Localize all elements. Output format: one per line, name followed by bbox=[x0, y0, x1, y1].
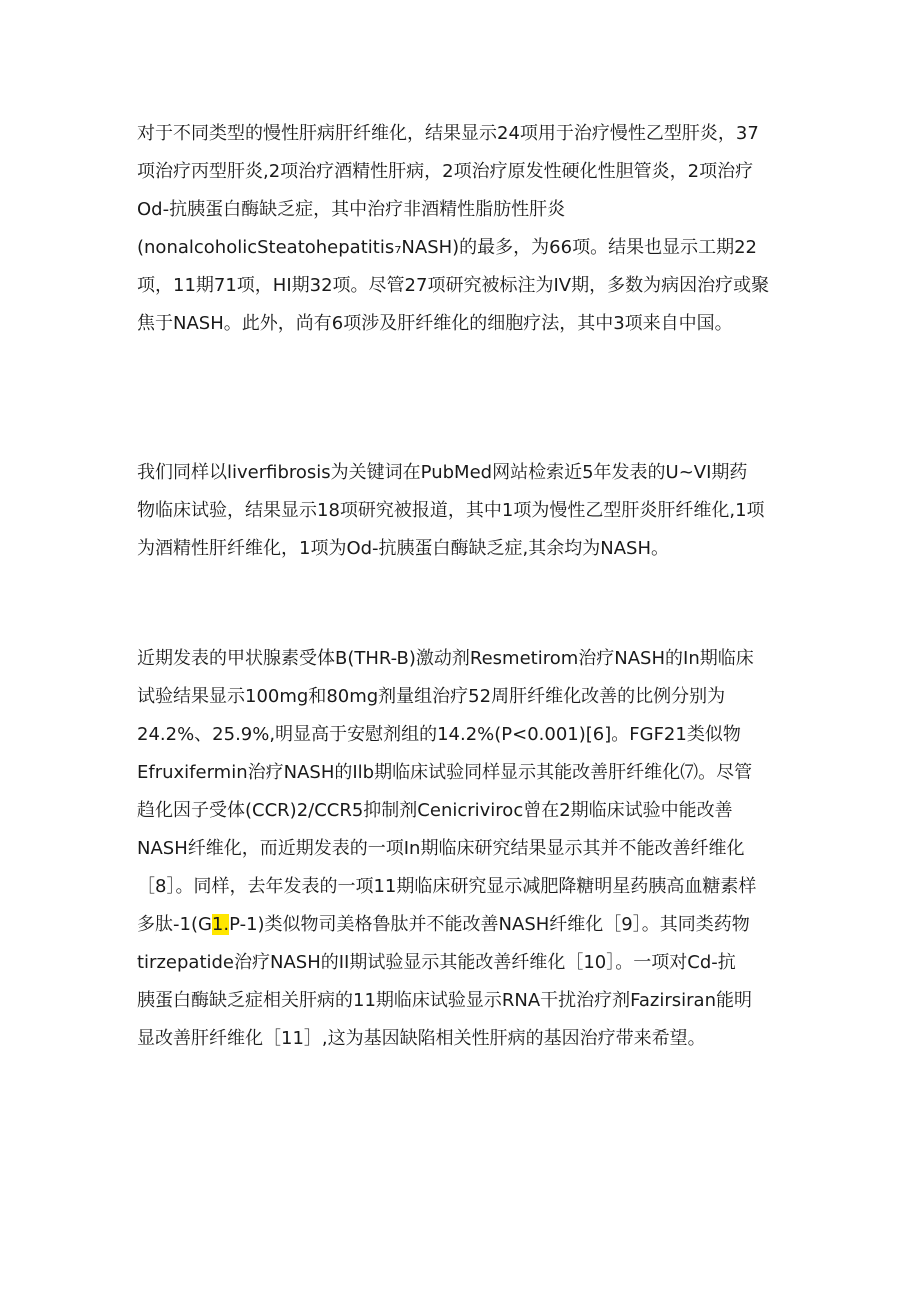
text-line: 显改善肝纤维化［11］,这为基因缺陷相关性肝病的基因治疗带来希望。 bbox=[137, 1028, 706, 1049]
highlighted-text: 1. bbox=[211, 914, 230, 935]
text-line: 试验结果显示100mg和80mg剂量组治疗52周肝纤维化改善的比例分别为 bbox=[137, 686, 726, 707]
text-line: NASH纤维化，而近期发表的一项In期临床研究结果显示其并不能改善纤维化 bbox=[137, 838, 745, 859]
paragraph-1 bbox=[137, 115, 787, 343]
text-line: 对于不同类型的慢性肝病肝纤维化，结果显示24项用于治疗慢性乙型肝炎，37 bbox=[137, 123, 759, 144]
text-line: 焦于NASH。此外，尚有6项涉及肝纤维化的细胞疗法，其中3项来自中国。 bbox=[137, 313, 733, 334]
line-segment-after: P-1)类似物司美格鲁肽并不能改善NASH纤维化［9］。其同类药物 bbox=[229, 914, 750, 935]
text-line: ［8］。同样，去年发表的一项11期临床研究显示减肥降糖明星药胰高血糖素样 bbox=[137, 876, 757, 897]
text-line: Od-抗胰蛋白酶缺乏症，其中治疗非酒精性脂肪性肝炎 bbox=[137, 199, 566, 220]
text-line: tirzepatide治疗NASH的II期试验显示其能改善纤维化［10］。一项对Cd-抗 bbox=[137, 952, 736, 973]
text-line: 我们同样以liverfibrosis为关键词在PubMed网站检索近5年发表的U~VI期药 bbox=[137, 462, 748, 483]
text-line: (nonalcoholicSteatohepatitis₇NASH)的最多，为66项。结果也显示工期22 bbox=[137, 237, 757, 258]
line-segment-before: 多肽-1(G bbox=[137, 914, 212, 935]
text-line: 项治疗丙型肝炎,2项治疗酒精性肝病，2项治疗原发性硬化性胆管炎，2项治疗 bbox=[137, 161, 754, 182]
text-line: Efruxifermin治疗NASH的Ilb期临床试验同样显示其能改善肝纤维化⑺。尽管 bbox=[137, 762, 753, 783]
text-line: 24.2%、25.9%,明显高于安慰剂组的14.2%(P<0.001)[6]。FGF21类似物 bbox=[137, 724, 741, 745]
text-line: 趋化因子受体(CCR)2/CCR5抑制剂Cenicriviroc曾在2期临床试验中能改善 bbox=[137, 800, 733, 821]
text-line: 近期发表的甲状腺素受体B(THR-B)激动剂Resmetirom治疗NASH的In期临床 bbox=[137, 648, 754, 669]
text-line: 项，11期71项，HI期32项。尽管27项研究被标注为IV期，多数为病因治疗或聚 bbox=[137, 275, 770, 296]
paragraph-2 bbox=[137, 454, 787, 568]
text-line: 胰蛋白酶缺乏症相关肝病的11期临床试验显示RNA干扰治疗剂Fazirsiran能明 bbox=[137, 990, 752, 1011]
text-line: 为酒精性肝纤维化，1项为Od-抗胰蛋白酶缺乏症,其余均为NASH。 bbox=[137, 538, 669, 559]
text-line: 物临床试验，结果显示18项研究被报道，其中1项为慢性乙型肝炎肝纤维化,1项 bbox=[137, 500, 765, 521]
highlighted-text-line bbox=[137, 906, 787, 944]
paragraph-3 bbox=[137, 640, 787, 1058]
